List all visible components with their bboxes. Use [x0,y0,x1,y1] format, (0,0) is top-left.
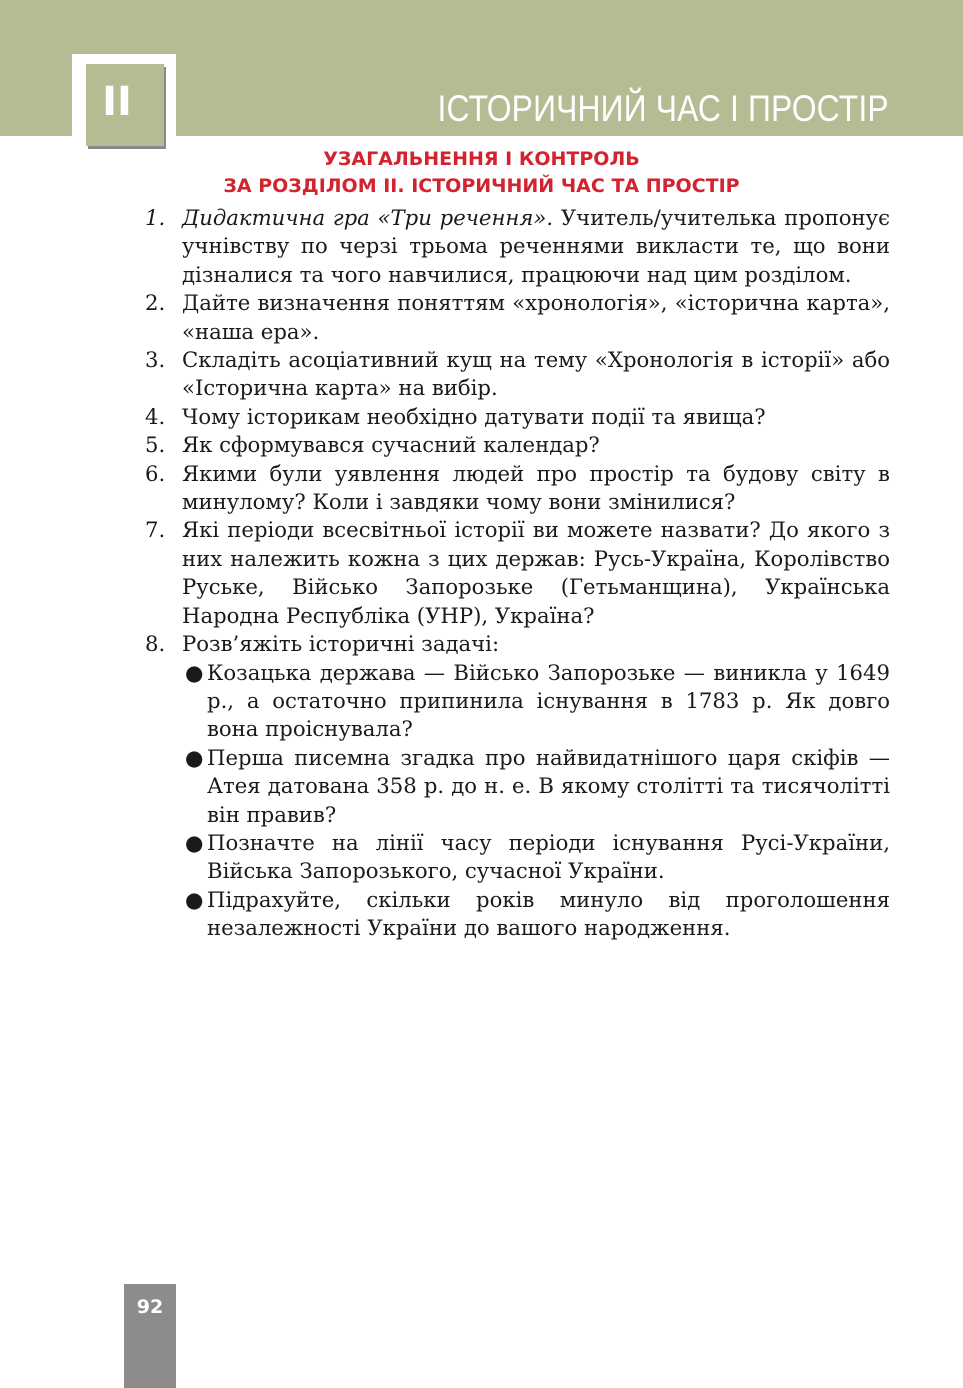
question-number: 7. [145,517,166,543]
subtask-text: Підрахуйте, скільки років минуло від проголошення незалежності України до вашого народження. [207,886,890,941]
subtask-item [185,744,890,829]
subtask-item [185,659,890,744]
question-number: 2. [145,290,166,316]
bullet-icon: ● [185,659,204,685]
question-item [145,346,890,403]
question-number: 8. [145,631,166,657]
question-text [182,204,890,289]
question-title: Дидактична гра «Три речення». [182,205,554,230]
question-item [145,431,890,459]
section-heading-line1: УЗАГАЛЬНЕННЯ І КОНТРОЛЬ [323,148,640,170]
question-item [145,630,890,658]
question-text: Які періоди всесвітньої історії ви можете назвати? До якого з них належить кожна з цих держав: Русь-Україна, Королівство Руське, Військо Запорозьке (Гетьманщина), Українська Народна Республіка (УНР), Україна? [182,517,890,628]
page-number: 92 [136,1296,164,1318]
question-item [145,460,890,517]
section-heading [0,146,963,200]
chapter-number-badge [86,64,164,146]
question-body: Учитель/учителька пропонує учнівству по черзі трьома реченнями викласти те, що вони дізналися та чого навчилися, працюючи над цим розділом. [182,205,890,287]
questions-list [145,204,890,943]
subtask-item [185,829,890,886]
question-item [145,289,890,346]
question-item [145,204,890,289]
bullet-icon: ● [185,829,204,855]
chapter-title: ІСТОРИЧНИЙ ЧАС І ПРОСТІР [437,88,889,129]
subtask-text: Перша писемна згадка про найвидатнішого царя скіфів — Атея датована 358 р. до н. е. В якому столітті та тисячолітті він правив? [207,744,890,827]
question-text: Дайте визначення поняттям «хронологія», «історична карта», «наша ера». [182,290,890,344]
section-heading-line2: ЗА РОЗДІЛОМ ІІ. ІСТОРИЧНИЙ ЧАС ТА ПРОСТІР [223,175,740,197]
question-text: Якими були уявлення людей про простір та будову світу в минулому? Коли і завдяки чому вони змінилися? [182,460,890,515]
chapter-number-box [72,54,176,158]
question-number: 4. [145,403,166,429]
subtask-text: Позначте на лінії часу періоди існування Русі-України, Війська Запорозького, сучасної України. [207,829,890,884]
question-number: 1. [145,205,166,230]
question-number: 3. [145,347,166,373]
question-text: Складіть асоціативний кущ на тему «Хронологія в історії» або «Історична карта» на вибір. [182,347,890,401]
subtask-text: Козацька держава — Військо Запорозьке — виникла у 1649 р., а остаточно припинила існування в 1783 р. Як довго вона проіснувала? [207,659,890,742]
question-number: 5. [145,432,166,458]
bullet-icon: ● [185,886,204,912]
question-number: 6. [145,460,166,486]
question-text: Як сформувався сучасний календар? [182,432,600,458]
bullet-icon: ● [185,744,204,770]
question-item [145,516,890,630]
question-text: Розв’яжіть історичні задачі: [182,631,500,657]
question-text: Чому історикам необхідно датувати події та явища? [182,403,766,429]
chapter-numeral: II [102,79,132,125]
subtask-item [185,886,890,943]
page-number-tab [124,1284,176,1388]
question-item [145,403,890,431]
